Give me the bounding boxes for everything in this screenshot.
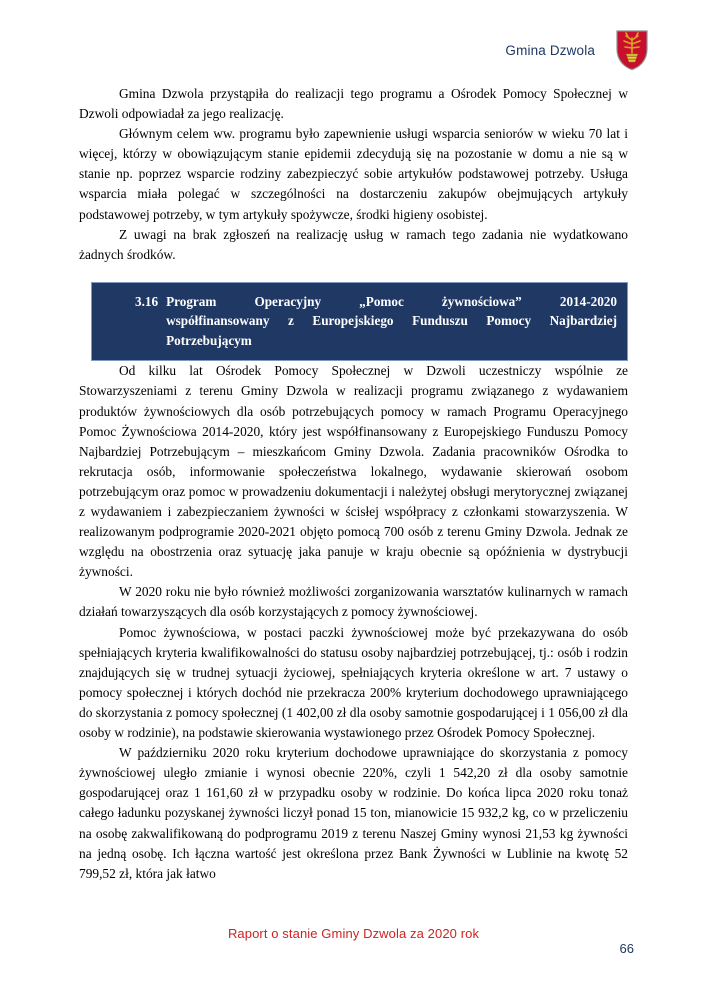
section-title-line-2: współfinansowany z Europejskiego Funduszu Pomocy Najbardziej [166, 313, 617, 329]
paragraph: Gmina Dzwola przystąpiła do realizacji tego programu a Ośrodek Pomocy Społecznej w Dzwoli odpowiadał za jego realizację. [79, 86, 628, 122]
section-title [166, 292, 617, 351]
section-title-line-3: Potrzebującym [166, 332, 252, 348]
footer-text: Raport o stanie Gminy Dzwola za 2020 rok [227, 926, 480, 941]
document-body [79, 84, 628, 884]
section-number: 3.16 [135, 293, 159, 309]
page-header [0, 22, 707, 78]
page-number: 66 [619, 941, 634, 956]
coat-of-arms-icon [615, 29, 649, 71]
paragraph: Pomoc żywnościowa, w postaci paczki żywnościowej może być przekazywana do osób spełniających kryteria kwalifikowalności do statusu osoby najbardziej potrzebującej, tj.: osób i rodzin znajdujących się w trudnej sytuacji życiowej, spełniających kryteria określone w art. 7 ustawy o pomocy społecznej i których dochód nie przekracza 200% kryterium dochodowego uprawniającego do skorzystania z pomocy społecznej (1 402,00 zł dla osoby samotnie gospodarującej i 1 056,00 zł dla osoby w rodzinie), na podstawie skierowania wystawionego przez Ośrodek Pomocy Społecznej. [79, 624, 628, 741]
paragraph: Od kilku lat Ośrodek Pomocy Społecznej w Dzwoli uczestniczy wspólnie ze Stowarzyszeniami z terenu Gminy Dzwola w realizacji programu związanego z wydawaniem produktów żywnościowych dla osób potrzebujących pomocy w ramach Programu Operacyjnego Pomoc Żywnościowa 2014-2020, który jest współfinansowany z Europejskiego Funduszu Pomocy Najbardziej Potrzebującym – mieszkańcom Gminy Dzwola. Zadania pracowników Ośrodka to rekrutacja osób, informowanie społeczeństwa lokalnego, wydawanie skierowań osobom potrzebującym oraz pomoc w prowadzeniu dokumentacji i należytej obsługi merytorycznej związanej z wydawaniem i zabezpieczaniem żywności w ścisłej współpracy z członkami stowarzyszenia. W realizowanym podprogramie 2020-2021 objęto pomocą 700 osób z terenu Gminy Dzwola. Jednak ze względu na obostrzenia oraz sytuację jaka panuje w kraju obecnie są opóźnienia w dystrybucji żywności. [79, 363, 628, 580]
paragraph: W 2020 roku nie było również możliwości zorganizowania warsztatów kulinarnych w ramach działań towarzyszących dla osób korzystających z pomocy żywnościowej. [79, 584, 628, 620]
paragraph: Głównym celem ww. programu było zapewnienie usługi wsparcia seniorów w wieku 70 lat i więcej, którzy w obowiązującym stanie epidemii zdecydują się na pozostanie w domu a nie są w stanie np. poprzez wsparcie rodziny zabezpieczyć sobie artykułów podstawowej potrzeby. Usługa wsparcia miała polegać w szczególności na dostarczeniu zakupów obejmujących artykuły podstawowej potrzeby, w tym artykuły spożywcze, środki higieny osobistej. [79, 126, 628, 222]
paragraph: W październiku 2020 roku kryterium dochodowe uprawniające do skorzystania z pomocy żywnościowej uległo zmianie i wynosi obecnie 220%, czyli 1 542,20 zł dla osoby samotnie gospodarującej oraz 1 161,60 zł w przypadku osoby w rodzinie. Do końca lipca 2020 roku tonaż całego ładunku pozyskanej żywności liczył ponad 15 ton, mianowicie 15 932,2 kg, co w przeliczeniu na osobę zakwalifikowaną do podprogramu 2019 z terenu Naszej Gminy wynosi 21,53 kg żywności na jedną osobę. Ich łączna wartość jest określona przez Bank Żywności w Lublinie na kwotę 52 799,52 zł, która jak łatwo [79, 745, 628, 881]
section-heading-box [91, 282, 628, 362]
paragraph: Z uwagi na brak zgłoszeń na realizację usług w ramach tego zadania nie wydatkowano żadnych środków. [79, 226, 628, 262]
section-title-line-1: Program Operacyjny „Pomoc żywnościowa” 2014-2020 [166, 293, 617, 309]
page-header-title: Gmina Dzwola [505, 42, 595, 58]
